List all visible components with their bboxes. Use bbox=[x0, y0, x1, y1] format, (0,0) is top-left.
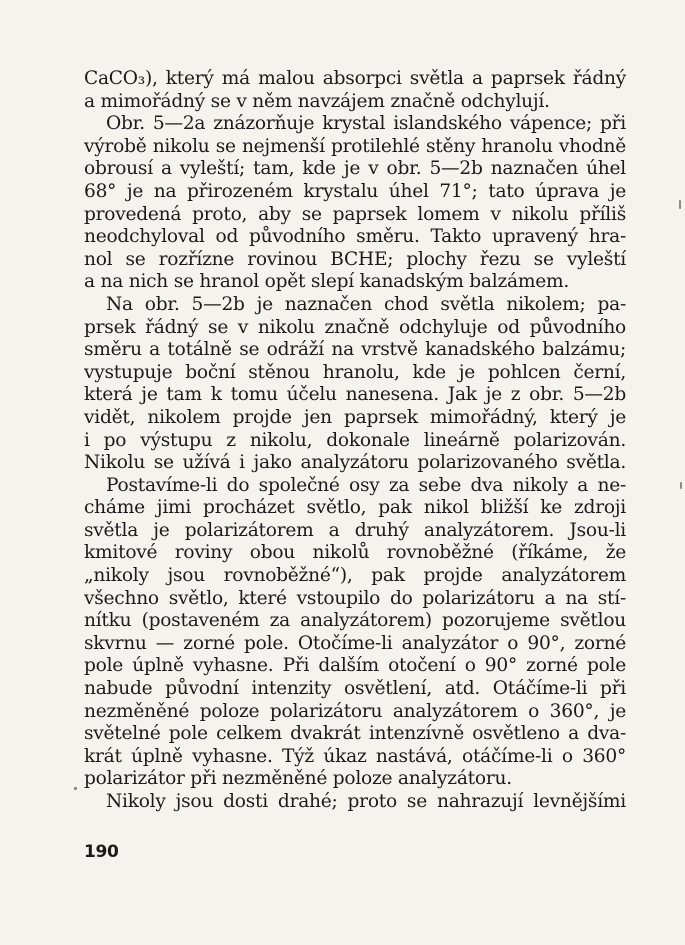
body-text bbox=[84, 68, 626, 814]
paragraph-first-line: Obr. 5—2a znázorňuje krystal islandského vápence; při bbox=[106, 113, 626, 135]
text-line: krát úplně vyhasne. Týž úkaz nastává, otáčíme-li o 360° bbox=[84, 745, 626, 767]
text-line: obrousí a vyleští; tam, kde je v obr. 5—2b naznačen úhel bbox=[84, 158, 626, 180]
text-line: světla je polarizátorem a druhý analyzátorem. Jsou-li bbox=[84, 519, 626, 541]
text-line: 68° je na přirozeném krystalu úhel 71°; tato úprava je bbox=[84, 180, 626, 202]
scan-speck bbox=[74, 787, 77, 790]
text-line: skvrnu — zorné pole. Otočíme-li analyzátor o 90°, zorné bbox=[84, 632, 626, 654]
scan-speck bbox=[680, 482, 682, 489]
text-line: vidět, nikolem projde jen paprsek mimořádný, který je bbox=[84, 406, 626, 428]
text-line: vystupuje boční stěnou hranolu, kde je pohlcen černí, bbox=[84, 361, 626, 383]
text-line: všechno světlo, které vstoupilo do polarizátoru a na stí- bbox=[84, 587, 626, 609]
text-line: pole úplně vyhasne. Při dalším otočení o 90° zorné pole bbox=[84, 655, 626, 677]
text-line: i po výstupu z nikolu, dokonale lineárně polarizován. bbox=[84, 429, 626, 451]
text-line: kmitové roviny obou nikolů rovnoběžné (říkáme, že bbox=[84, 542, 626, 564]
text-line: výrobě nikolu se nejmenší protilehlé stěny hranolu vhodně bbox=[84, 135, 626, 157]
text-line: směru a totálně se odráží na vrstvě kanadského balzámu; bbox=[84, 339, 626, 361]
text-line: která je tam k tomu účelu nanesena. Jak je z obr. 5—2b bbox=[84, 384, 626, 406]
text-line: světelné pole celkem dvakrát intenzívně osvětleno a dva- bbox=[84, 723, 626, 745]
text-line: provedená proto, aby se paprsek lomem v nikolu příliš bbox=[84, 203, 626, 225]
paragraph-first-line: Postavíme-li do společné osy za sebe dva nikoly a ne- bbox=[106, 474, 626, 496]
text-line: Nikolu se užívá i jako analyzátoru polarizovaného světla. bbox=[84, 452, 626, 474]
paragraph-first-line: Na obr. 5—2b je naznačen chod světla nikolem; pa- bbox=[106, 293, 626, 315]
text-line: neodchyloval od původního směru. Takto upravený hra- bbox=[84, 226, 626, 248]
text-line: polarizátor při nezměněné poloze analyzátoru. bbox=[84, 768, 512, 790]
text-line: nezměněné poloze polarizátoru analyzátorem o 360°, je bbox=[84, 700, 626, 722]
text-line: CaCO₃), který má malou absorpci světla a paprsek řádný bbox=[84, 68, 626, 89]
text-line: prsek řádný se v nikolu značně odchyluje od původního bbox=[84, 316, 626, 338]
text-line: a na nich se hranol opět slepí kanadským balzámem. bbox=[84, 271, 570, 293]
scan-speck bbox=[679, 200, 681, 209]
paragraph-first-line: Nikoly jsou dosti drahé; proto se nahrazují levnějšími bbox=[106, 791, 626, 812]
text-line: nítku (postaveném za analyzátorem) pozorujeme světlou bbox=[84, 610, 626, 632]
text-line: cháme jimi procházet světlo, pak nikol bližší ke zdroji bbox=[84, 497, 626, 519]
text-line: nol se rozřízne rovinou BCHE; plochy řezu se vyleští bbox=[84, 248, 626, 270]
text-line: nabude původní intenzity osvětlení, atd. Otáčíme-li při bbox=[84, 678, 626, 700]
text-line: „nikoly jsou rovnoběžné“), pak projde analyzátorem bbox=[84, 565, 626, 587]
text-line: a mimořádný se v něm navzájem značně odchylují. bbox=[84, 90, 550, 112]
page-number: 190 bbox=[84, 842, 119, 862]
